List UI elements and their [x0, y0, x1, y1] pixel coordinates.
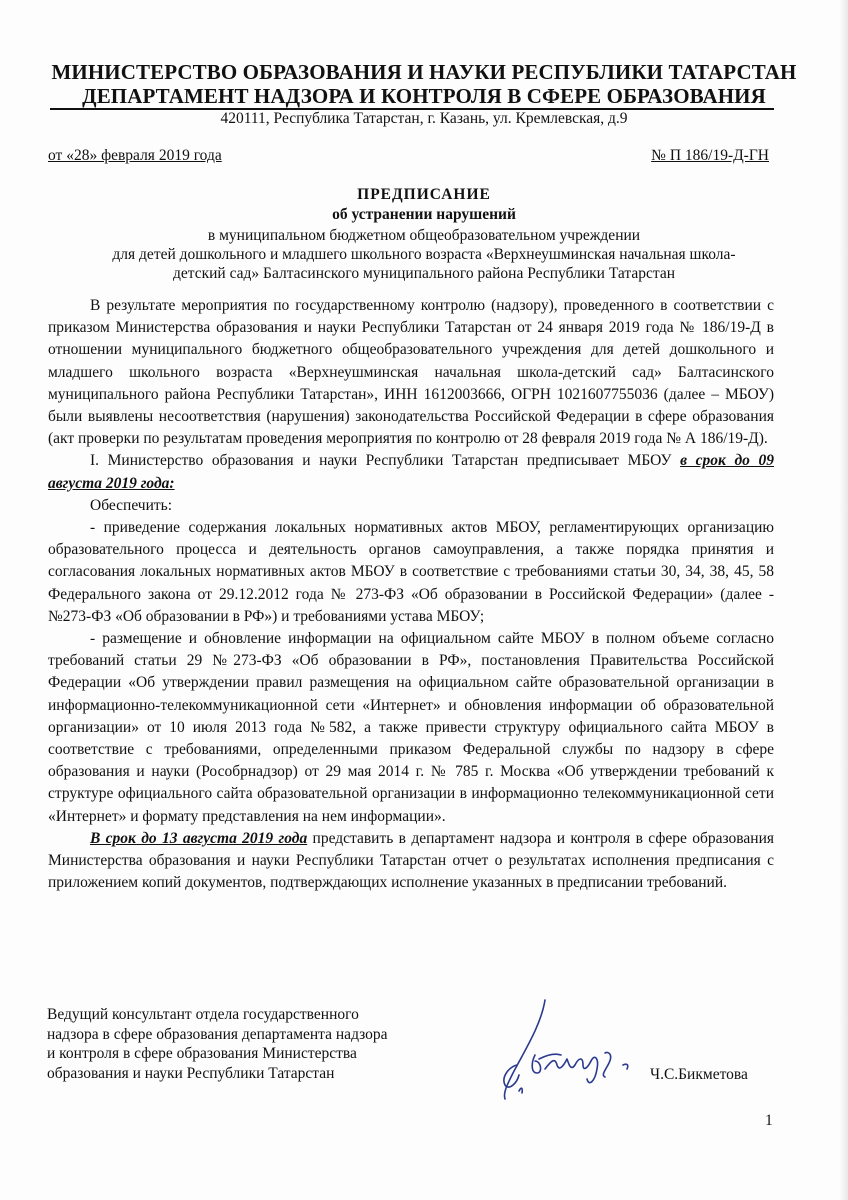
- signer-position-line: и контроля в сфере образования Министерства: [47, 1045, 357, 1062]
- document-body: [48, 295, 774, 894]
- order-text: I. Министерство образования и науки Республики Татарстан предписывает МБОУ: [90, 452, 681, 470]
- paragraph-findings: В результате мероприятия по государственному контролю (надзору), проведенного в соответствии с приказом Министерства образования и науки Республики Татарстан от 24 января 2019 года № 186/19-Д в отношении муниципального бюджетного общеобразовательного учреждения для детей дошкольного и младшего школьного возраста «Верхнеушминская начальная школа-детский сад» Балтасинского муниципального района Республики Татарстан», ИНН 1612003666, ОГРН 1021607755036 (далее – МБОУ) были выявлены несоответствия (нарушения) законодательства Российской Федерации в сфере образования (акт проверки по результатам проведения мероприятия по контролю от 28 февраля 2019 года № А 186/19-Д).: [48, 297, 774, 448]
- signer-position-line: Ведущий консультант отдела государственного: [47, 1006, 359, 1023]
- ministry-name: МИНИСТЕРСТВО ОБРАЗОВАНИЯ И НАУКИ РЕСПУБЛИКИ ТАТАРСТАН: [51, 60, 797, 84]
- institution-line-1: в муниципальном бюджетном общеобразовательном учреждении: [207, 227, 641, 244]
- signer-name: Ч.С.Бикметова: [650, 1066, 748, 1083]
- paragraph-order: [48, 450, 774, 494]
- paragraph-item-2: - размещение и обновление информации на официальном сайте МБОУ в полном объеме согласно требований статьи 29 №273-ФЗ «Об образовании в РФ», постановления Правительства Российской Федерации «Об утверждении правил размещения на официальном сайте образовательной организации в информационно-телекоммуникационной сети «Интернет» и обновления информации об образовательной организации» от 10 июля 2013 года №582, а также привести структуру официального сайта МБОУ в соответствие с требованиями, определенными приказом Федеральной службы по надзору в сфере образования и науки (Рособрнадзор) от 29 мая 2014 г. № 785 г. Москва «Об утверждении требований к структуре официального сайта образовательной организации в информационно телекоммуникационной сети «Интернет» и формату представления на нем информации».: [48, 630, 774, 825]
- address: 420111, Республика Татарстан, г. Казань, ул. Кремлевская, д.9: [220, 110, 628, 127]
- document-number: № П 186/19-Д-ГН: [651, 147, 769, 164]
- paragraph-item-1: - приведение содержания локальных нормативных актов МБОУ, регламентирующих организацию образовательного процесса и деятельность органов самоуправления, а также порядка принятия и согласования локальных нормативных актов МБОУ в соответствие с требованиями статьи 30, 34, 38, 45, 58 Федерального закона от 29.12.2012 года № 273-ФЗ «Об образовании в Российской Федерации» (далее - №273-ФЗ «Об образовании в РФ») и требованиями устава МБОУ;: [48, 519, 774, 625]
- document-subtitle: об устранении нарушений: [332, 206, 516, 223]
- report-text: представить в департамент надзора и контроля в сфере образования Министерства образования и науки Республики Татарстан отчет о результатах исполнения предписания с приложением копий документов, подтверждающих исполнение указанных в предписании требований.: [48, 829, 774, 892]
- page-number: 1: [765, 1112, 773, 1129]
- order-deadline: в срок до 09 августа 2019 года:: [48, 452, 774, 492]
- paragraph-ensure: Обеспечить:: [90, 496, 173, 514]
- department-name: ДЕПАРТАМЕНТ НАДЗОРА И КОНТРОЛЯ В СФЕРЕ ОБРАЗОВАНИЯ: [82, 84, 766, 108]
- signer-position: [47, 1005, 388, 1083]
- document-date: от «28» февраля 2019 года: [48, 147, 222, 164]
- paragraph-report: [48, 828, 774, 895]
- report-deadline: В срок до 13 августа 2019 года: [90, 829, 308, 847]
- scan-edge: [838, 0, 848, 1200]
- institution-line-3: детский сад» Балтасинского муниципального района Республики Татарстан: [172, 265, 676, 282]
- document-title: ПРЕДПИСАНИЕ: [357, 186, 491, 203]
- signer-position-line: образования и науки Республики Татарстан: [47, 1064, 335, 1082]
- signer-position-line: надзора в сфере образования департамента надзора: [47, 1025, 388, 1043]
- handwritten-signature: [495, 995, 645, 1105]
- institution-line-2: для детей дошкольного и младшего школьного возраста «Верхнеушминская начальная школа-: [112, 246, 736, 263]
